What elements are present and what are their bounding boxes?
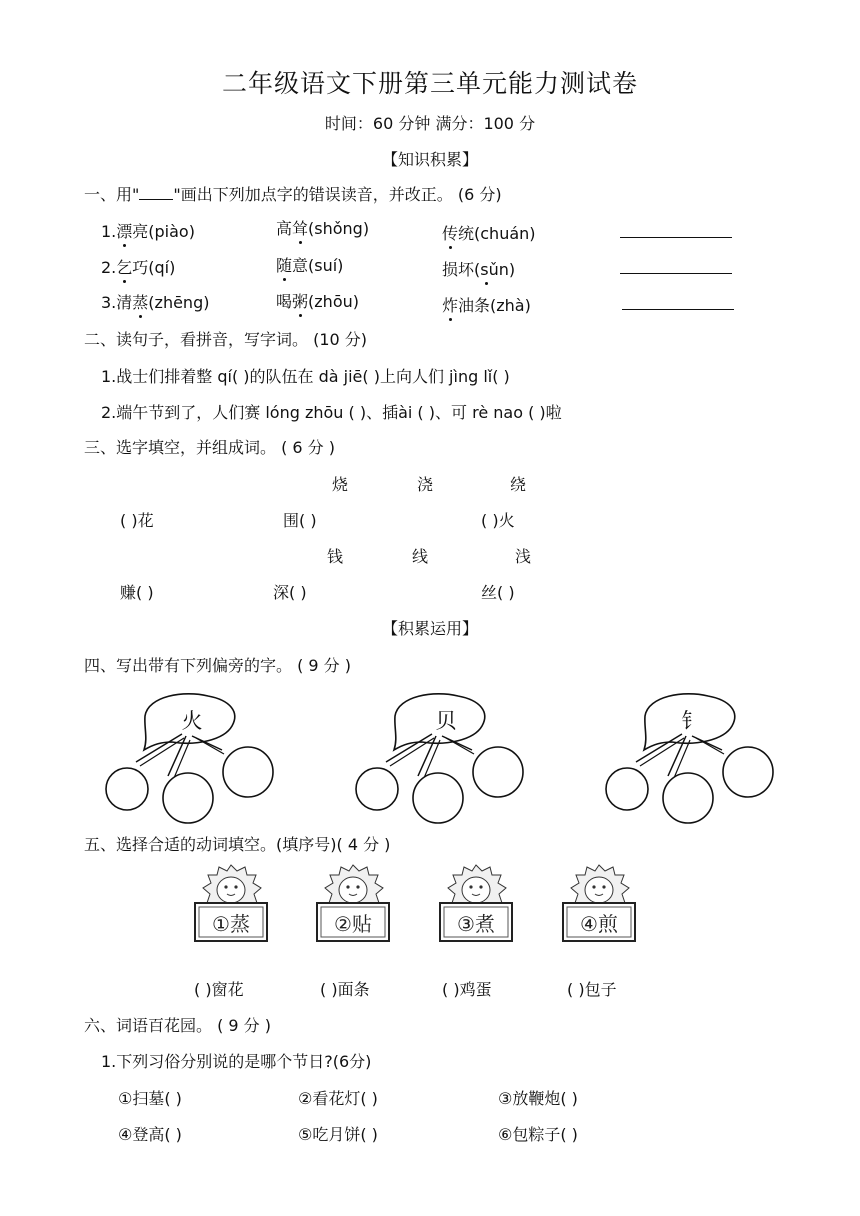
lion-card-steam [193, 861, 269, 945]
fill-blank[interactable]: 赚( ) [120, 583, 154, 602]
item-text: 高 [276, 219, 293, 238]
item-number: 3.清 [101, 293, 133, 312]
fill-blank[interactable]: ( )鸡蛋 [442, 980, 492, 999]
item-number: 1. [101, 222, 117, 241]
choice-char: 浅 [515, 547, 532, 566]
lion-card-paste [315, 861, 391, 945]
question-3-heading: 三、选字填空，并组成词。 ( 6 分 ) [84, 438, 336, 457]
lion-card-fry [561, 861, 637, 945]
underline-sample [139, 185, 173, 200]
dotted-char: 蒸 [132, 290, 148, 313]
q1-head-post: "画出下列加点字的错误读音，并改正。 (6 分) [173, 185, 502, 204]
item-text: 喝 [276, 292, 293, 311]
choice-char: 烧 [332, 475, 349, 494]
card-label: ③煮 [457, 912, 495, 936]
festival-item[interactable]: ④登高( ) [118, 1125, 182, 1144]
festival-item[interactable]: ②看花灯( ) [298, 1089, 378, 1108]
q1-item-6 [442, 257, 515, 280]
fill-blank[interactable]: ( )花 [120, 511, 154, 530]
answer-line[interactable] [622, 309, 734, 310]
answer-line[interactable] [620, 237, 732, 238]
exam-info: 时间：60 分钟 满分：100 分 [324, 114, 536, 133]
dotted-char: 传 [442, 221, 458, 244]
fill-blank[interactable]: ( )包子 [567, 980, 617, 999]
question-2-heading: 二、读句子，看拼音，写字词。 (10 分) [84, 330, 368, 349]
answer-line[interactable] [620, 273, 732, 274]
lion-card-boil [438, 861, 514, 945]
section-heading-knowledge: 【知识积累】 [381, 150, 478, 169]
question-4-heading: 四、写出带有下列偏旁的字。 ( 9 分 ) [84, 656, 352, 675]
choice-char: 浇 [417, 475, 434, 494]
item-text: 意(suí) [292, 256, 344, 275]
festival-item[interactable]: ①扫墓( ) [118, 1089, 182, 1108]
q1-item-9 [442, 293, 531, 316]
item-number: 2. [101, 258, 117, 277]
q1-item-1 [101, 219, 195, 242]
question-6-heading: 六、词语百花园。 ( 9 分 ) [84, 1016, 272, 1035]
fill-blank[interactable]: 深( ) [273, 583, 307, 602]
page-title: 二年级语文下册第三单元能力测试卷 [221, 69, 638, 98]
q1-item-7 [101, 290, 209, 313]
q1-item-5 [276, 253, 343, 276]
question-5-heading: 五、选择合适的动词填空。(填序号)( 4 分 ) [84, 835, 391, 854]
fill-blank[interactable]: ( )窗花 [194, 980, 244, 999]
fill-blank[interactable]: ( )火 [481, 511, 515, 530]
card-label: ①蒸 [212, 912, 250, 936]
q2-sentence-2: 2.端午节到了，人们赛 lóng zhōu ( )、插ài ( )、可 rè nao ( )啦 [101, 403, 562, 422]
q6-sub-question: 1.下列习俗分别说的是哪个节日?(6分) [101, 1052, 372, 1071]
festival-item[interactable]: ⑥包粽子( ) [498, 1125, 578, 1144]
dotted-char: 耸 [292, 216, 308, 239]
section-heading-application: 【积累运用】 [381, 619, 478, 638]
card-label: ②贴 [334, 912, 372, 936]
q1-head-pre: 一、用" [84, 185, 140, 204]
dotted-char-group: 坏(sǔn) [458, 257, 515, 280]
choice-char: 线 [412, 547, 429, 566]
dotted-char: 粥 [292, 289, 308, 312]
fill-blank[interactable]: ( )面条 [320, 980, 370, 999]
q1-item-3 [442, 221, 536, 244]
radical-tree-shell [350, 688, 530, 824]
item-text: (shǒng) [308, 219, 370, 238]
item-text: (zhēng) [148, 293, 210, 312]
q1-item-8 [276, 289, 359, 312]
card-label: ④煎 [580, 912, 618, 936]
choice-char: 钱 [327, 547, 344, 566]
item-text: 损 [442, 260, 459, 279]
item-text: 油条(zhà) [458, 296, 531, 315]
festival-item[interactable]: ⑤吃月饼( ) [298, 1125, 378, 1144]
dotted-char: 漂 [116, 219, 132, 242]
item-text: 巧(qí) [132, 258, 176, 277]
choice-char: 绕 [510, 475, 527, 494]
radical-label: 火 [181, 709, 203, 733]
fill-blank[interactable]: 围( ) [283, 511, 317, 530]
question-1-heading [84, 182, 502, 205]
q2-sentence-1: 1.战士们排着整 qí( )的队伍在 dà jiē( )上向人们 jìng lǐ( ) [101, 367, 510, 386]
dotted-char: 乞 [116, 255, 132, 278]
radical-tree-metal [600, 688, 780, 824]
q1-item-4 [101, 255, 175, 278]
dotted-char: 随 [276, 253, 292, 276]
festival-item[interactable]: ③放鞭炮( ) [498, 1089, 578, 1108]
item-text: 统(chuán) [458, 224, 536, 243]
dotted-char: 炸 [442, 293, 458, 316]
fill-blank[interactable]: 丝( ) [481, 583, 515, 602]
item-text: 亮(piào) [132, 222, 195, 241]
item-text: (zhōu) [308, 292, 359, 311]
radical-label: 贝 [435, 709, 457, 733]
q1-item-2 [276, 216, 369, 239]
radical-tree-fire [100, 688, 280, 824]
radical-label: 钅 [681, 709, 703, 733]
